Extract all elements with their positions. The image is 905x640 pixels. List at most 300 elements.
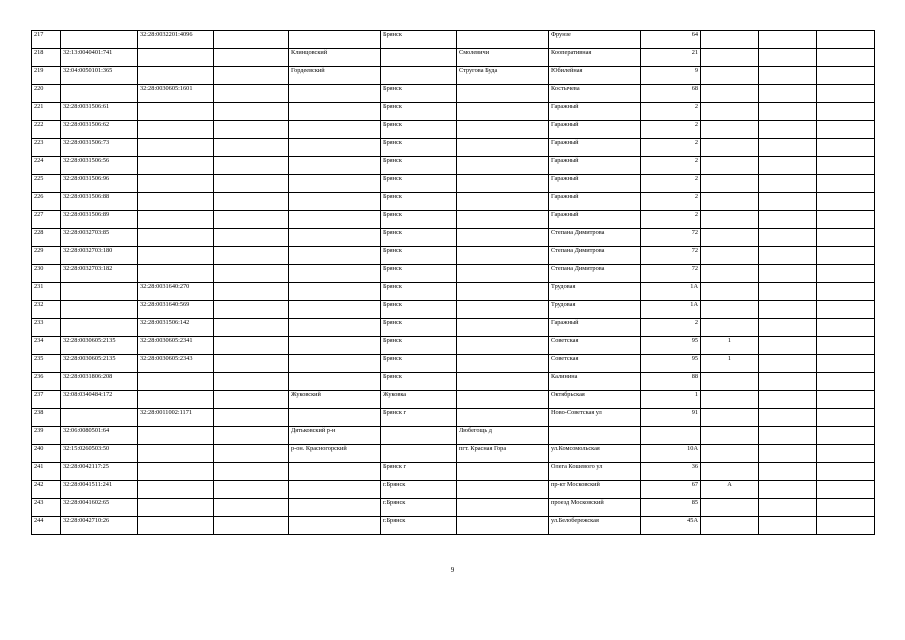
district-cell (289, 157, 381, 175)
table-row (32, 175, 875, 193)
city-cell: Брянск (381, 229, 457, 247)
extra-info-cell (214, 121, 289, 139)
row-number-cell: 218 (32, 49, 61, 67)
note-cell (817, 157, 875, 175)
apartment-cell (759, 67, 817, 85)
row-number-cell: 231 (32, 283, 61, 301)
street-cell: Гаражный (549, 139, 641, 157)
district-cell (289, 229, 381, 247)
city-cell: Брянск (381, 121, 457, 139)
apartment-cell (759, 319, 817, 337)
row-number-cell: 244 (32, 517, 61, 535)
building-number-cell (701, 499, 759, 517)
cadastral-number-cell: 32:28:0031506:56 (61, 157, 138, 175)
cadastral-number-cell: 32:28:0031506:62 (61, 121, 138, 139)
cadastral-number-cell (61, 85, 138, 103)
house-number-cell: 72 (641, 265, 701, 283)
note-cell (817, 103, 875, 121)
building-cadastral-number-cell (138, 463, 214, 481)
street-cell: Гаражный (549, 211, 641, 229)
street-cell (549, 427, 641, 445)
building-number-cell (701, 139, 759, 157)
extra-info-cell (214, 49, 289, 67)
building-number-cell (701, 427, 759, 445)
extra-info-cell (214, 517, 289, 535)
house-number-cell: 9 (641, 67, 701, 85)
settlement-cell (457, 31, 549, 49)
settlement-cell: пгт. Красная Гора (457, 445, 549, 463)
house-number-cell: 72 (641, 229, 701, 247)
building-number-cell (701, 85, 759, 103)
extra-info-cell (214, 157, 289, 175)
district-cell: Клинцовский (289, 49, 381, 67)
city-cell: Брянск (381, 301, 457, 319)
house-number-cell: 85 (641, 499, 701, 517)
table-row (32, 427, 875, 445)
building-number-cell (701, 211, 759, 229)
street-cell: Октябрьская (549, 391, 641, 409)
cadastral-number-cell: 32:28:0031506:96 (61, 175, 138, 193)
building-cadastral-number-cell: 32:28:0030605:2341 (138, 337, 214, 355)
building-number-cell (701, 121, 759, 139)
table-row (32, 445, 875, 463)
row-number-cell: 223 (32, 139, 61, 157)
settlement-cell (457, 157, 549, 175)
street-cell: ул.Комсомольская (549, 445, 641, 463)
street-cell: пр-кт Московский (549, 481, 641, 499)
house-number-cell: 1А (641, 301, 701, 319)
building-cadastral-number-cell (138, 517, 214, 535)
settlement-cell: Любегощь д (457, 427, 549, 445)
building-cadastral-number-cell (138, 139, 214, 157)
district-cell (289, 175, 381, 193)
building-cadastral-number-cell (138, 229, 214, 247)
table-row (32, 193, 875, 211)
apartment-cell (759, 409, 817, 427)
building-cadastral-number-cell (138, 445, 214, 463)
city-cell: Брянск (381, 193, 457, 211)
row-number-cell: 235 (32, 355, 61, 373)
cadastral-number-cell: 32:28:0032703:85 (61, 229, 138, 247)
street-cell: Степана Димитрова (549, 247, 641, 265)
note-cell (817, 481, 875, 499)
extra-info-cell (214, 103, 289, 121)
table-row (32, 355, 875, 373)
cadastral-number-cell (61, 31, 138, 49)
table-row (32, 157, 875, 175)
house-number-cell: 2 (641, 139, 701, 157)
street-cell: Гаражный (549, 121, 641, 139)
apartment-cell (759, 139, 817, 157)
row-number-cell: 229 (32, 247, 61, 265)
row-number-cell: 219 (32, 67, 61, 85)
city-cell: Брянск (381, 373, 457, 391)
apartment-cell (759, 157, 817, 175)
street-cell: ул.Белобережская (549, 517, 641, 535)
street-cell: Степана Димитрова (549, 229, 641, 247)
table-row (32, 247, 875, 265)
house-number-cell: 2 (641, 103, 701, 121)
table-row (32, 517, 875, 535)
table-row (32, 373, 875, 391)
street-cell: Фрунзе (549, 31, 641, 49)
street-cell: Советская (549, 355, 641, 373)
note-cell (817, 391, 875, 409)
extra-info-cell (214, 193, 289, 211)
apartment-cell (759, 283, 817, 301)
apartment-cell (759, 481, 817, 499)
house-number-cell: 36 (641, 463, 701, 481)
building-cadastral-number-cell (138, 211, 214, 229)
apartment-cell (759, 193, 817, 211)
extra-info-cell (214, 139, 289, 157)
extra-info-cell (214, 319, 289, 337)
building-number-cell (701, 103, 759, 121)
district-cell (289, 283, 381, 301)
settlement-cell (457, 175, 549, 193)
house-number-cell: 2 (641, 211, 701, 229)
settlement-cell: Смолевичи (457, 49, 549, 67)
table-row (32, 301, 875, 319)
building-cadastral-number-cell: 32:28:0031506:142 (138, 319, 214, 337)
building-number-cell (701, 301, 759, 319)
street-cell: Юбилейная (549, 67, 641, 85)
cadastral-number-cell (61, 283, 138, 301)
extra-info-cell (214, 499, 289, 517)
street-cell: Костычева (549, 85, 641, 103)
cadastral-number-cell: 32:28:0041511:241 (61, 481, 138, 499)
district-cell (289, 265, 381, 283)
table-row (32, 481, 875, 499)
district-cell: р-он. Красногорский (289, 445, 381, 463)
extra-info-cell (214, 409, 289, 427)
city-cell: Брянск (381, 319, 457, 337)
note-cell (817, 139, 875, 157)
apartment-cell (759, 499, 817, 517)
city-cell: Брянск (381, 157, 457, 175)
settlement-cell: Струговa Буда (457, 67, 549, 85)
house-number-cell: 72 (641, 247, 701, 265)
house-number-cell: 10А (641, 445, 701, 463)
row-number-cell: 230 (32, 265, 61, 283)
settlement-cell (457, 283, 549, 301)
city-cell: Брянск г (381, 463, 457, 481)
settlement-cell (457, 193, 549, 211)
settlement-cell (457, 409, 549, 427)
district-cell: Дятьковский р-н (289, 427, 381, 445)
building-number-cell: А (701, 481, 759, 499)
table-row (32, 139, 875, 157)
table-row (32, 49, 875, 67)
cadastral-number-cell: 32:28:0032703:182 (61, 265, 138, 283)
settlement-cell (457, 481, 549, 499)
house-number-cell: 2 (641, 319, 701, 337)
street-cell: Гаражный (549, 157, 641, 175)
street-cell: Олега Кошевого ул (549, 463, 641, 481)
table-row (32, 265, 875, 283)
street-cell: Гаражный (549, 103, 641, 121)
apartment-cell (759, 31, 817, 49)
extra-info-cell (214, 355, 289, 373)
building-number-cell (701, 373, 759, 391)
note-cell (817, 85, 875, 103)
house-number-cell: 2 (641, 157, 701, 175)
extra-info-cell (214, 247, 289, 265)
row-number-cell: 243 (32, 499, 61, 517)
district-cell (289, 193, 381, 211)
district-cell: Гордеевский (289, 67, 381, 85)
extra-info-cell (214, 175, 289, 193)
extra-info-cell (214, 283, 289, 301)
note-cell (817, 463, 875, 481)
house-number-cell: 88 (641, 373, 701, 391)
extra-info-cell (214, 31, 289, 49)
note-cell (817, 265, 875, 283)
note-cell (817, 499, 875, 517)
settlement-cell (457, 337, 549, 355)
building-number-cell (701, 265, 759, 283)
table-row (32, 283, 875, 301)
table-row (32, 319, 875, 337)
building-number-cell (701, 517, 759, 535)
building-number-cell (701, 193, 759, 211)
city-cell: Брянск г (381, 409, 457, 427)
settlement-cell (457, 265, 549, 283)
extra-info-cell (214, 337, 289, 355)
apartment-cell (759, 373, 817, 391)
district-cell (289, 139, 381, 157)
register-table-body (32, 31, 875, 535)
table-row (32, 67, 875, 85)
extra-info-cell (214, 265, 289, 283)
note-cell (817, 427, 875, 445)
note-cell (817, 67, 875, 85)
page-number: 9 (450, 566, 455, 574)
note-cell (817, 121, 875, 139)
cadastral-number-cell: 32:28:0041602:65 (61, 499, 138, 517)
apartment-cell (759, 211, 817, 229)
building-cadastral-number-cell (138, 481, 214, 499)
table-row (32, 85, 875, 103)
cadastral-number-cell: 32:28:0031506:88 (61, 193, 138, 211)
building-cadastral-number-cell (138, 121, 214, 139)
street-cell: Ново-Советская ул (549, 409, 641, 427)
city-cell: Брянск (381, 247, 457, 265)
city-cell: Брянск (381, 337, 457, 355)
house-number-cell: 91 (641, 409, 701, 427)
city-cell: г.Брянск (381, 499, 457, 517)
cadastral-number-cell (61, 319, 138, 337)
row-number-cell: 236 (32, 373, 61, 391)
city-cell (381, 49, 457, 67)
city-cell: Брянск (381, 211, 457, 229)
apartment-cell (759, 229, 817, 247)
settlement-cell (457, 373, 549, 391)
street-cell: Кооперативная (549, 49, 641, 67)
cadastral-number-cell: 32:28:0032703:180 (61, 247, 138, 265)
settlement-cell (457, 463, 549, 481)
street-cell: Гаражный (549, 175, 641, 193)
cadastral-number-cell: 32:28:0042710:26 (61, 517, 138, 535)
building-cadastral-number-cell (138, 175, 214, 193)
house-number-cell: 45А (641, 517, 701, 535)
settlement-cell (457, 499, 549, 517)
city-cell (381, 427, 457, 445)
settlement-cell (457, 517, 549, 535)
extra-info-cell (214, 301, 289, 319)
note-cell (817, 49, 875, 67)
settlement-cell (457, 103, 549, 121)
house-number-cell: 95 (641, 355, 701, 373)
table-row (32, 499, 875, 517)
apartment-cell (759, 445, 817, 463)
note-cell (817, 445, 875, 463)
table-row (32, 211, 875, 229)
cadastral-number-cell: 32:28:0042117:25 (61, 463, 138, 481)
row-number-cell: 241 (32, 463, 61, 481)
extra-info-cell (214, 427, 289, 445)
district-cell: Жуковский (289, 391, 381, 409)
settlement-cell (457, 121, 549, 139)
building-cadastral-number-cell (138, 247, 214, 265)
cadastral-number-cell: 32:28:0030605:2135 (61, 355, 138, 373)
apartment-cell (759, 175, 817, 193)
row-number-cell: 232 (32, 301, 61, 319)
note-cell (817, 211, 875, 229)
building-number-cell (701, 409, 759, 427)
row-number-cell: 228 (32, 229, 61, 247)
house-number-cell: 2 (641, 175, 701, 193)
city-cell: Брянск (381, 355, 457, 373)
building-cadastral-number-cell (138, 499, 214, 517)
building-cadastral-number-cell (138, 373, 214, 391)
building-number-cell (701, 463, 759, 481)
apartment-cell (759, 103, 817, 121)
house-number-cell: 21 (641, 49, 701, 67)
row-number-cell: 227 (32, 211, 61, 229)
table-row (32, 337, 875, 355)
apartment-cell (759, 517, 817, 535)
apartment-cell (759, 301, 817, 319)
building-number-cell (701, 31, 759, 49)
cadastral-number-cell: 32:28:0031506:61 (61, 103, 138, 121)
cadastral-number-cell: 32:08:0340484:172 (61, 391, 138, 409)
district-cell (289, 121, 381, 139)
district-cell (289, 247, 381, 265)
apartment-cell (759, 427, 817, 445)
district-cell (289, 211, 381, 229)
building-number-cell (701, 283, 759, 301)
settlement-cell (457, 319, 549, 337)
house-number-cell: 95 (641, 337, 701, 355)
extra-info-cell (214, 67, 289, 85)
house-number-cell: 2 (641, 121, 701, 139)
cadastral-number-cell: 32:28:0031806:208 (61, 373, 138, 391)
apartment-cell (759, 121, 817, 139)
extra-info-cell (214, 481, 289, 499)
note-cell (817, 175, 875, 193)
note-cell (817, 337, 875, 355)
settlement-cell (457, 85, 549, 103)
note-cell (817, 247, 875, 265)
street-cell: Калинина (549, 373, 641, 391)
building-cadastral-number-cell: 32:28:0011002:1171 (138, 409, 214, 427)
house-number-cell: 1А (641, 283, 701, 301)
building-number-cell (701, 319, 759, 337)
house-number-cell: 68 (641, 85, 701, 103)
district-cell (289, 517, 381, 535)
extra-info-cell (214, 229, 289, 247)
extra-info-cell (214, 463, 289, 481)
building-cadastral-number-cell (138, 49, 214, 67)
building-number-cell: 1 (701, 337, 759, 355)
city-cell: г.Брянск (381, 481, 457, 499)
city-cell (381, 445, 457, 463)
settlement-cell (457, 355, 549, 373)
building-number-cell (701, 175, 759, 193)
register-table (31, 30, 875, 535)
note-cell (817, 193, 875, 211)
row-number-cell: 233 (32, 319, 61, 337)
row-number-cell: 237 (32, 391, 61, 409)
cadastral-number-cell (61, 301, 138, 319)
row-number-cell: 238 (32, 409, 61, 427)
city-cell: Жуковка (381, 391, 457, 409)
note-cell (817, 319, 875, 337)
house-number-cell (641, 427, 701, 445)
building-number-cell (701, 157, 759, 175)
house-number-cell: 67 (641, 481, 701, 499)
note-cell (817, 229, 875, 247)
row-number-cell: 225 (32, 175, 61, 193)
building-cadastral-number-cell (138, 265, 214, 283)
table-row (32, 463, 875, 481)
street-cell: Трудовая (549, 283, 641, 301)
apartment-cell (759, 391, 817, 409)
cadastral-number-cell: 32:28:0031506:89 (61, 211, 138, 229)
city-cell: Брянск (381, 31, 457, 49)
street-cell: Гаражный (549, 319, 641, 337)
city-cell: г.Брянск (381, 517, 457, 535)
house-number-cell: 64 (641, 31, 701, 49)
district-cell (289, 319, 381, 337)
table-row (32, 121, 875, 139)
building-number-cell: 1 (701, 355, 759, 373)
apartment-cell (759, 463, 817, 481)
district-cell (289, 373, 381, 391)
building-number-cell (701, 67, 759, 85)
apartment-cell (759, 355, 817, 373)
row-number-cell: 234 (32, 337, 61, 355)
table-row (32, 31, 875, 49)
street-cell: Советская (549, 337, 641, 355)
settlement-cell (457, 247, 549, 265)
cadastral-number-cell: 32:28:0030605:2135 (61, 337, 138, 355)
apartment-cell (759, 265, 817, 283)
extra-info-cell (214, 85, 289, 103)
note-cell (817, 409, 875, 427)
district-cell (289, 337, 381, 355)
city-cell: Брянск (381, 265, 457, 283)
settlement-cell (457, 391, 549, 409)
note-cell (817, 355, 875, 373)
note-cell (817, 373, 875, 391)
cadastral-number-cell: 32:28:0031506:73 (61, 139, 138, 157)
table-row (32, 229, 875, 247)
settlement-cell (457, 301, 549, 319)
street-cell: Трудовая (549, 301, 641, 319)
note-cell (817, 31, 875, 49)
